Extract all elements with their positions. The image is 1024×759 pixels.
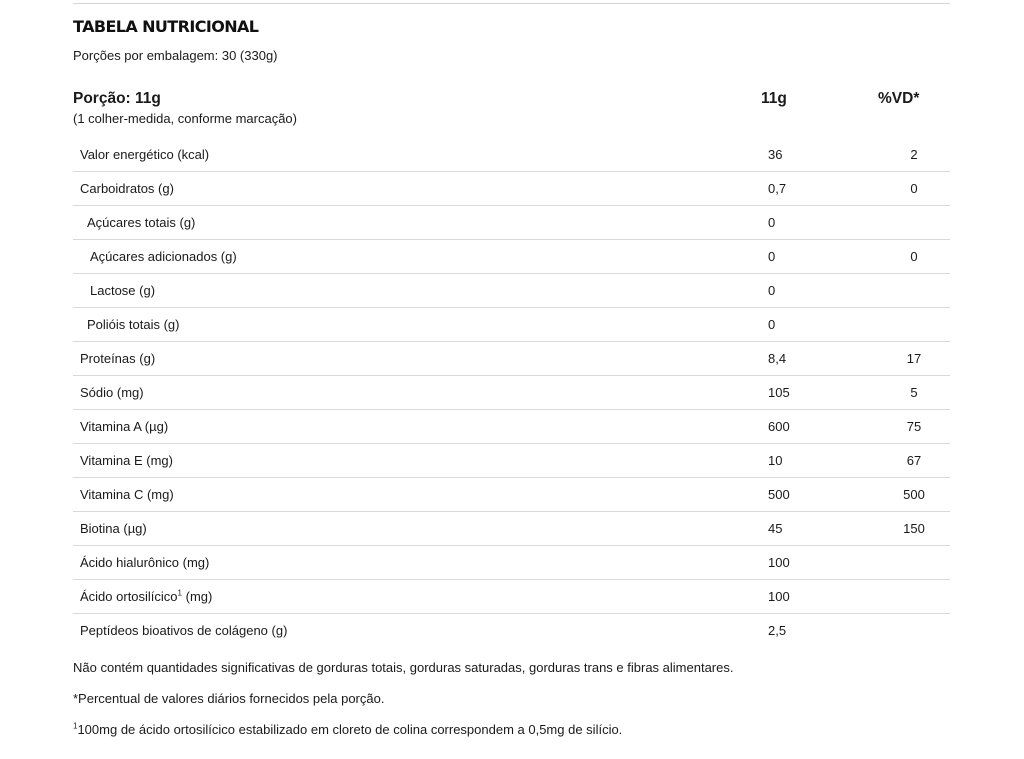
- nutrient-amount: 0: [768, 283, 776, 298]
- vd-column-header: %VD*: [878, 90, 920, 107]
- nutrient-name: Carboidratos (g): [80, 181, 174, 196]
- nutrient-name: Polióis totais (g): [87, 317, 180, 332]
- table-row: [73, 614, 950, 647]
- nutrient-name: Vitamina E (mg): [80, 453, 173, 468]
- table-row: [73, 580, 950, 614]
- footnote-daily-values: *Percentual de valores diários fornecidos pela porção.: [73, 691, 385, 706]
- table-row: [73, 138, 950, 172]
- nutrient-daily-value: 0: [910, 181, 918, 196]
- nutrient-name: Proteínas (g): [80, 351, 156, 366]
- nutrition-table: [73, 138, 950, 647]
- nutrient-amount: 100: [768, 589, 790, 604]
- nutrient-daily-value: 150: [903, 521, 925, 536]
- table-row: [73, 546, 950, 580]
- nutrient-amount: 100: [768, 555, 790, 570]
- table-row: [73, 512, 950, 546]
- nutrient-amount: 8,4: [768, 351, 787, 366]
- nutrient-amount: 105: [768, 385, 790, 400]
- table-row: [73, 410, 950, 444]
- footnote-silicon: $^1$100mg de ácido ortosilícico estabilizado em cloreto de colina correspondem a 0,5mg de silício.: [73, 721, 623, 737]
- nutrient-name: Peptídeos bioativos de colágeno (g): [80, 623, 288, 638]
- nutrient-amount: 0: [768, 215, 776, 230]
- portion-label: Porção: 11g: [73, 90, 161, 107]
- nutrient-amount: 600: [768, 419, 790, 434]
- nutrient-daily-value: 67: [906, 453, 922, 468]
- nutrient-name: Vitamina C (mg): [80, 487, 174, 502]
- nutrient-daily-value: 2: [910, 147, 918, 162]
- nutrient-amount: 2,5: [768, 623, 787, 638]
- nutrient-daily-value: 0: [910, 249, 918, 264]
- nutrient-amount: 10: [768, 453, 783, 468]
- nutrient-name: Biotina (µg): [80, 521, 147, 536]
- table-row: [73, 172, 950, 206]
- table-row: [73, 206, 950, 240]
- nutrient-name: Sódio (mg): [80, 385, 144, 400]
- portion-note: (1 colher-medida, conforme marcação): [73, 111, 297, 126]
- table-row: [73, 342, 950, 376]
- nutrient-amount: 0: [768, 317, 776, 332]
- footnote-not-significant: Não contém quantidades significativas de gorduras totais, gorduras saturadas, gorduras trans e fibras alimentares.: [73, 660, 734, 675]
- nutrient-amount: 45: [768, 521, 783, 536]
- nutrient-amount: 0,7: [768, 181, 787, 196]
- nutrient-name: Açúcares totais (g): [87, 215, 196, 230]
- nutrient-amount: 36: [768, 147, 783, 162]
- table-row: [73, 274, 950, 308]
- nutrient-daily-value: 5: [910, 385, 918, 400]
- nutrient-name: Ácido hialurônico (mg): [80, 555, 210, 570]
- nutrient-name: Ácido ortosilícico$^1$ (mg): [80, 588, 213, 604]
- nutrient-daily-value: 500: [903, 487, 925, 502]
- table-row: [73, 308, 950, 342]
- table-row: [73, 478, 950, 512]
- amount-column-header: 11g: [761, 90, 787, 107]
- table-title: TABELA NUTRICIONAL: [73, 17, 259, 36]
- top-divider: [73, 3, 950, 4]
- nutrient-daily-value: 17: [906, 351, 922, 366]
- nutrient-name: Açúcares adicionados (g): [90, 249, 237, 264]
- table-row: [73, 376, 950, 410]
- servings-per-package: Porções por embalagem: 30 (330g): [73, 48, 278, 63]
- nutrient-name: Valor energético (kcal): [80, 147, 210, 162]
- nutrient-amount: 0: [768, 249, 776, 264]
- nutrient-name: Vitamina A (µg): [80, 419, 169, 434]
- table-row: [73, 444, 950, 478]
- table-row: [73, 240, 950, 274]
- nutrient-name: Lactose (g): [90, 283, 156, 298]
- nutrient-daily-value: 75: [906, 419, 922, 434]
- nutrient-amount: 500: [768, 487, 790, 502]
